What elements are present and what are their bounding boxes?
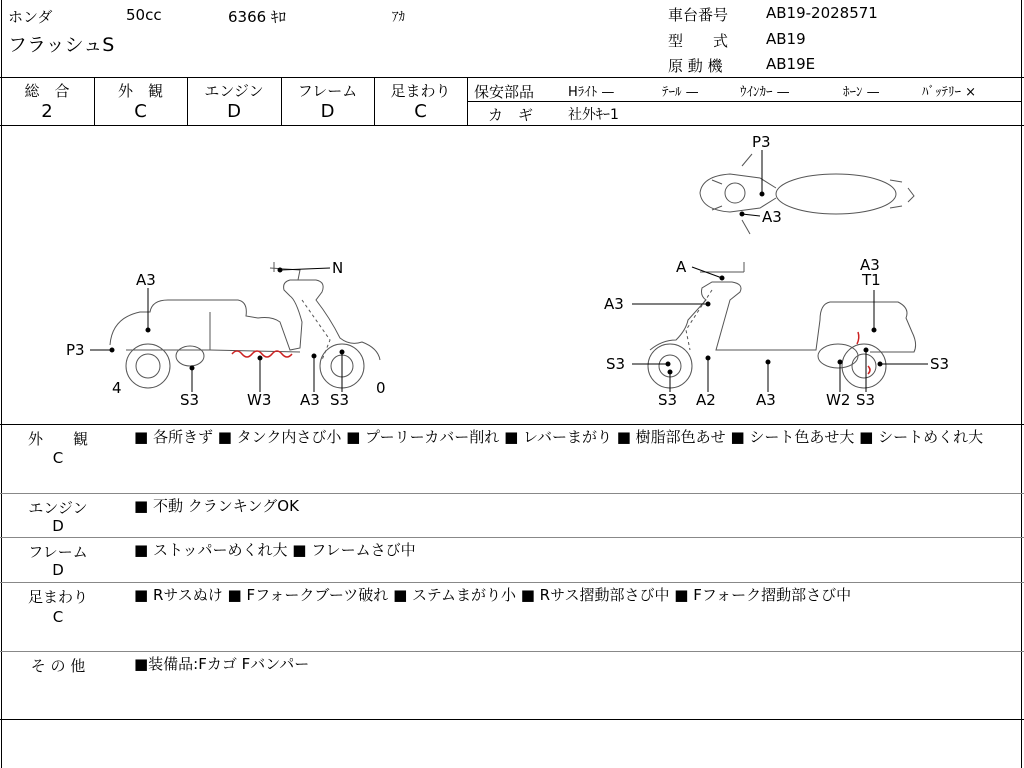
rule: [0, 537, 1024, 538]
grade-exterior-value: C: [134, 101, 147, 122]
label-a3-top: A3: [762, 208, 782, 226]
rule: [0, 493, 1024, 494]
section-suspension-grade: C: [52, 608, 64, 626]
section-frame-grade: D: [52, 561, 64, 579]
label-s3-far: S3: [930, 355, 950, 373]
displacement: 50cc: [126, 6, 162, 24]
key-value: 社外ｷｰ1: [568, 107, 619, 123]
color: ｱｶ: [392, 10, 405, 25]
grade-frame-value: D: [320, 101, 335, 122]
label-p3-left: P3: [66, 341, 85, 359]
mileage: 6366 ｷﾛ: [228, 8, 286, 26]
label-s3-right: S3: [606, 355, 626, 373]
safety-winker: ｳｲﾝｶｰ —: [740, 85, 790, 100]
label-s3: S3: [658, 391, 678, 409]
section-suspension-text: ■ Rサスぬけ ■ Fフォークブーツ破れ ■ ステムまがり小 ■ Rサス摺動部さび中 ■ Fフォーク摺動部さび中: [134, 586, 852, 604]
section-exterior-label: 外 観: [27, 430, 88, 448]
grade-exterior-label: 外 観: [117, 82, 163, 100]
section-engine-grade: D: [52, 517, 64, 535]
section-exterior-text: ■ 各所きず ■ タンク内さび小 ■ プーリーカバー削れ ■ レバーまがり ■ 樹脂部色あせ ■ シート色あせ大 ■ シートめくれ大: [134, 428, 984, 446]
section-other-text: ■装備品:Fカゴ Fバンパー: [134, 655, 310, 673]
label-a2: A2: [696, 391, 716, 409]
label-w2: W2: [826, 391, 851, 409]
section-suspension-label: 足まわり: [27, 588, 88, 606]
safety-horn: ﾎｰﾝ —: [843, 85, 880, 100]
safety-tail: ﾃｰﾙ —: [662, 85, 699, 100]
safety-headlight: Hﾗｲﾄ —: [568, 85, 615, 100]
grade-frame-label: フレーム: [297, 82, 358, 100]
grade-engine-label: エンジン: [204, 82, 264, 100]
section-frame-text: ■ ストッパーめくれ大 ■ フレームさび中: [134, 541, 416, 559]
label-s3: S3: [856, 391, 876, 409]
section-frame-label: フレーム: [28, 543, 88, 561]
type-label: 型 式: [668, 32, 729, 50]
label-4: 4: [112, 379, 122, 397]
label-p3-top: P3: [752, 133, 771, 151]
rule-top: [0, 77, 1024, 78]
label-a3-right: A3: [860, 256, 880, 274]
engine-value: AB19E: [766, 55, 816, 73]
label-a3: A3: [756, 391, 776, 409]
label-s3: S3: [330, 391, 350, 409]
frame-no-label: 車台番号: [668, 6, 729, 24]
type-value: AB19: [766, 30, 806, 48]
frame-no: AB19-2028571: [766, 4, 878, 22]
safety-battery: ﾊﾞｯﾃﾘｰ ×: [922, 85, 977, 100]
section-other-label: そ の 他: [30, 657, 86, 675]
label-a3-mid: A3: [604, 295, 624, 313]
rule-bottom: [0, 719, 1024, 720]
grade-total-value: 2: [41, 101, 53, 122]
safety-label: 保安部品: [474, 83, 535, 101]
scooter-diagram: [0, 126, 1022, 424]
label-0: 0: [376, 379, 386, 397]
grade-suspension-value: C: [414, 101, 427, 122]
grade-total-label: 総 合: [24, 82, 70, 100]
key-label: カ ギ: [488, 106, 534, 124]
scooter-top-view: [700, 154, 914, 234]
grade-divider: [467, 77, 468, 125]
label-n: N: [332, 259, 344, 277]
rule-safety-mid: [467, 101, 1022, 102]
label-a3: A3: [300, 391, 320, 409]
damage-marks: [232, 332, 870, 374]
label-a: A: [676, 258, 687, 276]
maker: ホンダ: [8, 8, 53, 26]
grade-engine-value: D: [227, 101, 241, 122]
label-a3-left: A3: [136, 271, 156, 289]
model-name: フラッシュS: [8, 34, 115, 56]
grade-suspension-label: 足まわり: [390, 82, 451, 100]
label-w3: W3: [247, 391, 272, 409]
engine-label: 原 動 機: [668, 57, 723, 75]
section-exterior-grade: C: [52, 449, 64, 467]
rule: [0, 582, 1024, 583]
label-s3: S3: [180, 391, 200, 409]
rule: [0, 651, 1024, 652]
label-t1: T1: [862, 271, 881, 289]
rule-diagram-bottom: [0, 424, 1024, 425]
section-engine-label: エンジン: [28, 499, 88, 517]
section-engine-text: ■ 不動 クランキングOK: [134, 497, 299, 515]
